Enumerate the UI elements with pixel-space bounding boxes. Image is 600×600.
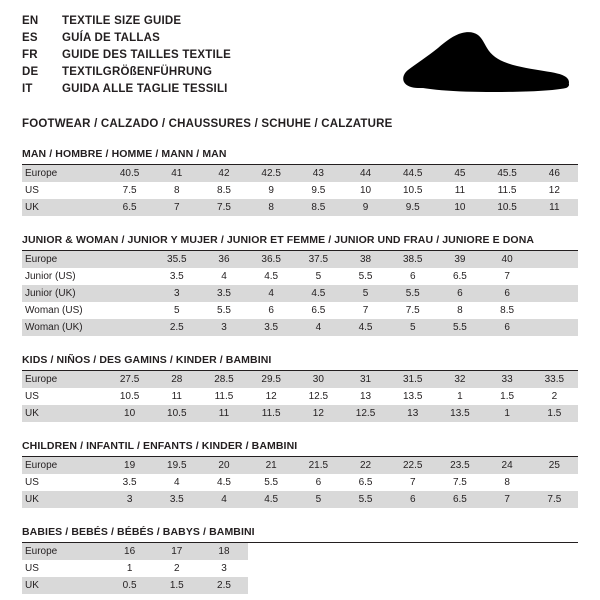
cell: 39	[436, 251, 483, 268]
cell: 8.5	[484, 302, 531, 319]
section-kids	[22, 354, 578, 422]
cell: 2.5	[153, 319, 200, 336]
cell: 8.5	[200, 182, 247, 199]
cell: 11	[153, 388, 200, 405]
cell: 0.5	[106, 577, 153, 594]
cell: 31.5	[389, 371, 436, 388]
cell	[342, 543, 389, 560]
cell: 13.5	[389, 388, 436, 405]
language-code: ES	[22, 32, 38, 44]
cell: 5	[389, 319, 436, 336]
cell: 4.5	[248, 268, 295, 285]
cell: 38	[342, 251, 389, 268]
cell: 25	[531, 457, 578, 474]
cell: 19.5	[153, 457, 200, 474]
table-row	[22, 182, 578, 199]
size-table-children	[22, 457, 578, 508]
row-label: US	[22, 182, 106, 199]
cell: 11.5	[484, 182, 531, 199]
cell: 7	[153, 199, 200, 216]
cell: 10	[436, 199, 483, 216]
cell: 24	[484, 457, 531, 474]
table-row	[22, 577, 578, 594]
section-title: JUNIOR & WOMAN / JUNIOR Y MUJER / JUNIOR ET FEMME / JUNIOR UND FRAU / JUNIORE E DONA	[22, 234, 578, 251]
language-row	[22, 14, 231, 31]
cell: 1.5	[531, 405, 578, 422]
cell: 20	[200, 457, 247, 474]
cell: 6.5	[436, 268, 483, 285]
language-code: FR	[22, 49, 38, 61]
cell: 27.5	[106, 371, 153, 388]
cell: 10	[342, 182, 389, 199]
cell	[389, 560, 436, 577]
cell: 2	[531, 388, 578, 405]
cell: 10.5	[106, 388, 153, 405]
cell: 16	[106, 543, 153, 560]
cell: 1	[484, 405, 531, 422]
cell: 8	[153, 182, 200, 199]
row-label: US	[22, 388, 106, 405]
cell: 6	[436, 285, 483, 302]
language-title: GUIDE DES TAILLES TEXTILE	[62, 49, 231, 61]
cell: 3.5	[248, 319, 295, 336]
cell: 32	[436, 371, 483, 388]
language-title-list	[22, 14, 231, 99]
row-label: UK	[22, 491, 106, 508]
cell	[248, 560, 295, 577]
cell: 3	[106, 491, 153, 508]
cell	[248, 543, 295, 560]
cell	[484, 577, 531, 594]
language-title: GUIDA ALLE TAGLIE TESSILI	[62, 83, 228, 95]
row-label: Junior (US)	[22, 268, 106, 285]
cell: 6	[389, 491, 436, 508]
cell: 21.5	[295, 457, 342, 474]
section-junior-woman	[22, 234, 578, 336]
table-row	[22, 319, 578, 336]
cell: 6.5	[106, 199, 153, 216]
cell: 5	[342, 285, 389, 302]
cell: 40.5	[106, 165, 153, 182]
cell: 5	[295, 491, 342, 508]
cell: 10.5	[484, 199, 531, 216]
cell: 6	[248, 302, 295, 319]
cell: 6.5	[436, 491, 483, 508]
cell	[531, 560, 578, 577]
cell: 35.5	[153, 251, 200, 268]
language-title: TEXTILE SIZE GUIDE	[62, 15, 182, 27]
table-row	[22, 405, 578, 422]
cell	[484, 560, 531, 577]
cell: 6	[484, 285, 531, 302]
language-row	[22, 82, 231, 99]
table-row	[22, 199, 578, 216]
cell: 33	[484, 371, 531, 388]
cell	[106, 302, 153, 319]
language-row	[22, 31, 231, 48]
cell: 5.5	[248, 474, 295, 491]
cell	[531, 319, 578, 336]
cell	[436, 560, 483, 577]
cell: 41	[153, 165, 200, 182]
cell: 13	[389, 405, 436, 422]
cell: 36.5	[248, 251, 295, 268]
cell: 4	[295, 319, 342, 336]
section-title: CHILDREN / INFANTIL / ENFANTS / KINDER / BAMBINI	[22, 440, 578, 457]
cell: 1.5	[484, 388, 531, 405]
cell: 43	[295, 165, 342, 182]
table-row	[22, 474, 578, 491]
cell: 3.5	[153, 491, 200, 508]
cell: 4.5	[295, 285, 342, 302]
section-babies	[22, 526, 578, 594]
cell: 12	[531, 182, 578, 199]
cell: 12	[248, 388, 295, 405]
cell: 2.5	[200, 577, 247, 594]
row-label: Europe	[22, 251, 106, 268]
cell: 6.5	[342, 474, 389, 491]
cell: 11.5	[200, 388, 247, 405]
cell: 12	[295, 405, 342, 422]
row-label: Woman (UK)	[22, 319, 106, 336]
cell: 7	[342, 302, 389, 319]
cell: 3	[200, 560, 247, 577]
cell: 3.5	[106, 474, 153, 491]
cell	[106, 251, 153, 268]
table-row	[22, 268, 578, 285]
size-table-kids	[22, 371, 578, 422]
row-label: Junior (UK)	[22, 285, 106, 302]
cell	[484, 543, 531, 560]
cell: 17	[153, 543, 200, 560]
cell: 10.5	[389, 182, 436, 199]
cell: 4.5	[248, 491, 295, 508]
row-label: Europe	[22, 371, 106, 388]
table-row	[22, 491, 578, 508]
cell: 22.5	[389, 457, 436, 474]
cell: 29.5	[248, 371, 295, 388]
cell: 6	[295, 474, 342, 491]
cell: 4	[200, 268, 247, 285]
cell: 38.5	[389, 251, 436, 268]
cell: 7.5	[106, 182, 153, 199]
cell: 28.5	[200, 371, 247, 388]
cell: 10	[106, 405, 153, 422]
cell: 46	[531, 165, 578, 182]
cell: 44	[342, 165, 389, 182]
cell: 7.5	[531, 491, 578, 508]
cell: 4.5	[342, 319, 389, 336]
cell: 3	[153, 285, 200, 302]
language-code: DE	[22, 66, 39, 78]
cell: 5.5	[342, 491, 389, 508]
cell: 18	[200, 543, 247, 560]
row-label: US	[22, 474, 106, 491]
cell: 23.5	[436, 457, 483, 474]
cell: 9	[342, 199, 389, 216]
cell: 1.5	[153, 577, 200, 594]
cell	[531, 302, 578, 319]
cell	[389, 577, 436, 594]
cell: 7	[484, 491, 531, 508]
cell: 8	[484, 474, 531, 491]
cell: 45.5	[484, 165, 531, 182]
cell: 21	[248, 457, 295, 474]
cell: 5.5	[200, 302, 247, 319]
cell: 7.5	[436, 474, 483, 491]
row-label: UK	[22, 405, 106, 422]
cell	[342, 577, 389, 594]
dress-shoe-icon	[394, 26, 574, 106]
row-label: Europe	[22, 457, 106, 474]
cell	[531, 268, 578, 285]
cell: 42.5	[248, 165, 295, 182]
cell: 8	[436, 302, 483, 319]
cell: 8	[248, 199, 295, 216]
cell: 6	[484, 319, 531, 336]
cell	[295, 543, 342, 560]
cell: 11	[531, 199, 578, 216]
cell: 4	[248, 285, 295, 302]
language-code: IT	[22, 83, 33, 95]
cell: 9	[248, 182, 295, 199]
cell: 13	[342, 388, 389, 405]
language-title: TEXTILGRÖßENFÜHRUNG	[62, 66, 213, 78]
language-title: GUÍA DE TALLAS	[62, 32, 160, 44]
size-table-babies	[22, 543, 578, 594]
table-row	[22, 371, 578, 388]
cell: 19	[106, 457, 153, 474]
row-label: Woman (US)	[22, 302, 106, 319]
cell: 7	[484, 268, 531, 285]
cell	[531, 474, 578, 491]
cell: 7.5	[200, 199, 247, 216]
table-row	[22, 165, 578, 182]
cell	[436, 577, 483, 594]
cell: 33.5	[531, 371, 578, 388]
table-row	[22, 543, 578, 560]
cell: 5.5	[342, 268, 389, 285]
cell: 28	[153, 371, 200, 388]
cell: 10.5	[153, 405, 200, 422]
section-title: BABIES / BEBÉS / BÉBÉS / BABYS / BAMBINI	[22, 526, 578, 543]
row-label: US	[22, 560, 106, 577]
cell: 5	[153, 302, 200, 319]
section-children	[22, 440, 578, 508]
cell: 44.5	[389, 165, 436, 182]
table-row	[22, 457, 578, 474]
cell: 4.5	[200, 474, 247, 491]
cell	[295, 560, 342, 577]
page-header	[22, 14, 578, 106]
cell: 12.5	[295, 388, 342, 405]
cell	[389, 543, 436, 560]
language-row	[22, 48, 231, 65]
cell	[436, 543, 483, 560]
cell: 31	[342, 371, 389, 388]
cell: 1	[436, 388, 483, 405]
section-man	[22, 148, 578, 216]
table-row	[22, 302, 578, 319]
table-row	[22, 388, 578, 405]
section-title: MAN / HOMBRE / HOMME / MANN / MAN	[22, 148, 578, 165]
cell: 3.5	[153, 268, 200, 285]
cell: 11	[436, 182, 483, 199]
cell: 22	[342, 457, 389, 474]
size-table-man	[22, 165, 578, 216]
cell	[342, 560, 389, 577]
cell	[106, 285, 153, 302]
cell: 36	[200, 251, 247, 268]
cell	[295, 577, 342, 594]
table-row	[22, 251, 578, 268]
cell	[531, 251, 578, 268]
cell: 5.5	[436, 319, 483, 336]
cell	[531, 543, 578, 560]
cell: 2	[153, 560, 200, 577]
cell: 37.5	[295, 251, 342, 268]
section-title: KIDS / NIÑOS / DES GAMINS / KINDER / BAMBINI	[22, 354, 578, 371]
cell	[106, 319, 153, 336]
cell: 7.5	[389, 302, 436, 319]
row-label: UK	[22, 577, 106, 594]
cell: 40	[484, 251, 531, 268]
cell: 3.5	[200, 285, 247, 302]
cell: 9.5	[389, 199, 436, 216]
cell: 13.5	[436, 405, 483, 422]
cell: 12.5	[342, 405, 389, 422]
cell: 45	[436, 165, 483, 182]
table-row	[22, 560, 578, 577]
cell: 8.5	[295, 199, 342, 216]
cell: 3	[200, 319, 247, 336]
row-label: UK	[22, 199, 106, 216]
language-code: EN	[22, 15, 39, 27]
cell	[106, 268, 153, 285]
cell: 4	[200, 491, 247, 508]
row-label: Europe	[22, 165, 106, 182]
cell: 6	[389, 268, 436, 285]
cell	[531, 577, 578, 594]
cell: 11.5	[248, 405, 295, 422]
cell: 1	[106, 560, 153, 577]
cell: 6.5	[295, 302, 342, 319]
cell: 4	[153, 474, 200, 491]
cell: 30	[295, 371, 342, 388]
table-row	[22, 285, 578, 302]
cell: 5	[295, 268, 342, 285]
size-table-junior-woman	[22, 251, 578, 336]
row-label: Europe	[22, 543, 106, 560]
cell: 7	[389, 474, 436, 491]
cell	[248, 577, 295, 594]
cell: 9.5	[295, 182, 342, 199]
footwear-category-line: FOOTWEAR / CALZADO / CHAUSSURES / SCHUHE / CALZATURE	[22, 118, 393, 130]
cell: 42	[200, 165, 247, 182]
language-row	[22, 65, 231, 82]
cell: 11	[200, 405, 247, 422]
cell: 5.5	[389, 285, 436, 302]
cell	[531, 285, 578, 302]
